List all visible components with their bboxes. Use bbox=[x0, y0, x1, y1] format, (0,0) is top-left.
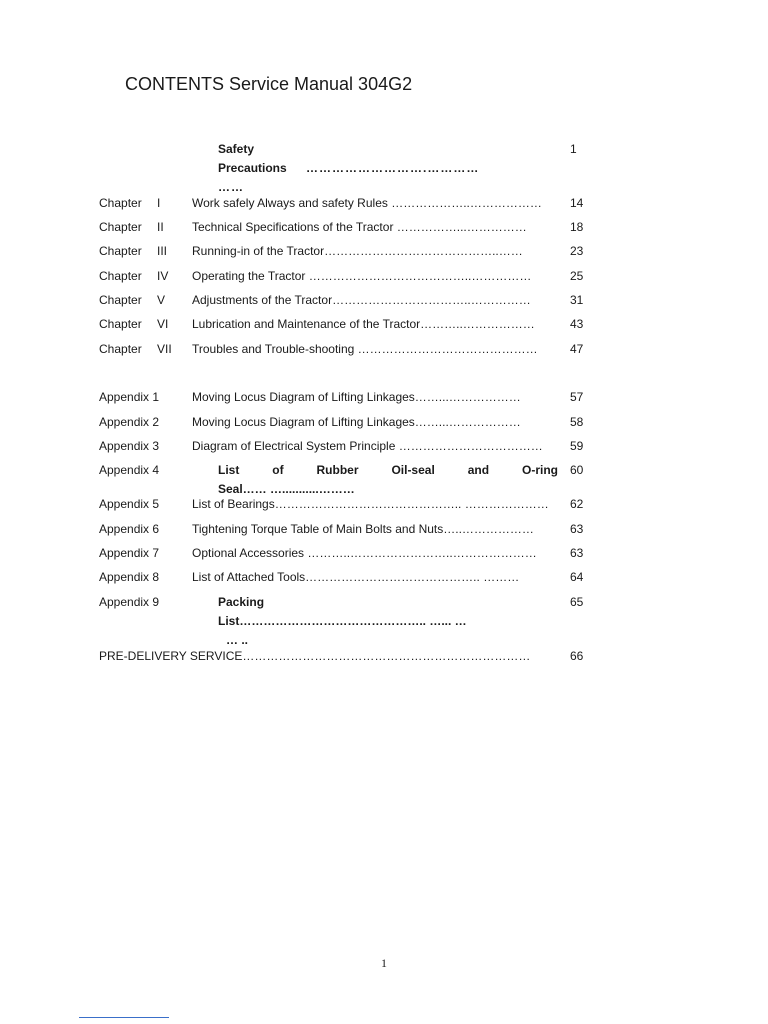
appendix-title: List of Attached Tools…………………………………….. ……… bbox=[192, 570, 520, 584]
appendix-4-word: O-ring bbox=[521, 463, 558, 477]
appendix-page: 58 bbox=[570, 415, 584, 429]
chapter-number: III bbox=[157, 244, 168, 258]
safety-line-1: Safety bbox=[218, 142, 255, 156]
footer-link-rule bbox=[79, 1017, 169, 1018]
chapter-number: VI bbox=[157, 317, 169, 331]
chapter-title: Running-in of the Tractor……………………………………..…… bbox=[192, 244, 523, 258]
appendix-label: Appendix 6 bbox=[99, 522, 160, 536]
toc-row-appendix-3[interactable] bbox=[0, 436, 768, 456]
chapter-title: Adjustments of the Tractor……………………………..…………… bbox=[192, 293, 531, 307]
appendix-title: Tightening Torque Table of Main Bolts and Nuts…..……………… bbox=[192, 522, 534, 536]
footer-page-number: 1 bbox=[381, 956, 387, 970]
toc-row-appendix-1[interactable] bbox=[0, 387, 768, 407]
appendix-4-word: List bbox=[218, 463, 240, 477]
safety-page: 1 bbox=[570, 142, 577, 156]
toc-row-chapter-5[interactable] bbox=[0, 290, 768, 310]
appendix-label: Appendix 2 bbox=[99, 415, 160, 429]
appendix-4-word: Rubber bbox=[316, 463, 359, 477]
chapter-title: Troubles and Trouble-shooting ……………………………………… bbox=[192, 342, 538, 356]
appendix-title: Diagram of Electrical System Principle ……………………………… bbox=[192, 439, 543, 453]
appendix-title: Optional Accessories ………..……………………..………………… bbox=[192, 546, 537, 560]
toc-row-chapter-7[interactable] bbox=[0, 339, 768, 359]
appendix-4-title-line-1 bbox=[218, 460, 558, 480]
safety-line-3: …… bbox=[218, 180, 244, 194]
toc-row-pre-delivery[interactable] bbox=[0, 646, 768, 666]
pre-delivery-title: PRE-DELIVERY SERVICE……………………………………………………………… bbox=[99, 649, 531, 663]
chapter-title: Lubrication and Maintenance of the Tractor………..……………… bbox=[192, 317, 535, 331]
appendix-title: List of Bearings……………………………………….. ………………… bbox=[192, 497, 549, 511]
toc-row-chapter-4[interactable] bbox=[0, 266, 768, 286]
chapter-label: Chapter bbox=[99, 317, 142, 331]
appendix-label: Appendix 7 bbox=[99, 546, 160, 560]
appendix-9-title-line-1: Packing bbox=[218, 595, 265, 609]
appendix-label: Appendix 8 bbox=[99, 570, 160, 584]
chapter-number: IV bbox=[157, 269, 169, 283]
chapter-page: 18 bbox=[570, 220, 584, 234]
toc-row-chapter-3[interactable] bbox=[0, 241, 768, 261]
appendix-4-word: Oil-seal bbox=[391, 463, 435, 477]
toc-row-appendix-2[interactable] bbox=[0, 412, 768, 432]
appendix-9-title-line-2: List……………………………………….. …... … bbox=[218, 614, 467, 628]
appendix-page: 64 bbox=[570, 570, 584, 584]
safety-label: Precautions bbox=[218, 161, 287, 175]
appendix-page: 60 bbox=[570, 463, 584, 477]
appendix-label: Appendix 1 bbox=[99, 390, 160, 404]
appendix-4-word: of bbox=[272, 463, 284, 477]
toc-row-appendix-6[interactable] bbox=[0, 519, 768, 539]
chapter-label: Chapter bbox=[99, 342, 142, 356]
chapter-page: 14 bbox=[570, 196, 584, 210]
appendix-page: 57 bbox=[570, 390, 584, 404]
chapter-label: Chapter bbox=[99, 196, 142, 210]
appendix-label: Appendix 5 bbox=[99, 497, 160, 511]
appendix-label: Appendix 9 bbox=[99, 595, 160, 609]
chapter-page: 25 bbox=[570, 269, 584, 283]
toc-row-appendix-8[interactable] bbox=[0, 567, 768, 587]
chapter-title: Work safely Always and safety Rules ………………..……………… bbox=[192, 196, 542, 210]
appendix-page: 63 bbox=[570, 546, 584, 560]
toc-row-chapter-6[interactable] bbox=[0, 314, 768, 334]
appendix-page: 65 bbox=[570, 595, 584, 609]
appendix-page: 59 bbox=[570, 439, 584, 453]
chapter-label: Chapter bbox=[99, 293, 142, 307]
chapter-label: Chapter bbox=[99, 244, 142, 258]
appendix-title: Moving Locus Diagram of Lifting Linkages……...……………… bbox=[192, 390, 521, 404]
chapter-label: Chapter bbox=[99, 220, 142, 234]
chapter-page: 31 bbox=[570, 293, 584, 307]
chapter-number: II bbox=[157, 220, 164, 234]
appendix-4-word: and bbox=[467, 463, 490, 477]
safety-line-2 bbox=[218, 158, 479, 178]
toc-row-appendix-9[interactable] bbox=[0, 592, 768, 612]
toc-row-chapter-1[interactable] bbox=[0, 193, 768, 213]
chapter-number: VII bbox=[157, 342, 172, 356]
pre-delivery-page: 66 bbox=[570, 649, 584, 663]
chapter-title: Technical Specifications of the Tractor ……………...…………… bbox=[192, 220, 527, 234]
chapter-page: 47 bbox=[570, 342, 584, 356]
appendix-page: 62 bbox=[570, 497, 584, 511]
chapter-page: 43 bbox=[570, 317, 584, 331]
appendix-9-title-line-3: … .. bbox=[226, 633, 249, 647]
chapter-label: Chapter bbox=[99, 269, 142, 283]
safety-dots: ……………………….………… bbox=[306, 161, 480, 175]
appendix-label: Appendix 3 bbox=[99, 439, 160, 453]
appendix-page: 63 bbox=[570, 522, 584, 536]
chapter-title: Operating the Tractor …………………………………..…………… bbox=[192, 269, 532, 283]
chapter-number: V bbox=[157, 293, 166, 307]
chapter-number: I bbox=[157, 196, 161, 210]
toc-row-appendix-5[interactable] bbox=[0, 494, 768, 514]
toc-row-appendix-7[interactable] bbox=[0, 543, 768, 563]
page-title: CONTENTS Service Manual 304G2 bbox=[125, 74, 413, 94]
toc-row-chapter-2[interactable] bbox=[0, 217, 768, 237]
chapter-page: 23 bbox=[570, 244, 584, 258]
appendix-4-title-line-2: Seal…… …...........……… bbox=[218, 482, 355, 496]
appendix-title: Moving Locus Diagram of Lifting Linkages……...……………… bbox=[192, 415, 521, 429]
appendix-label: Appendix 4 bbox=[99, 463, 160, 477]
